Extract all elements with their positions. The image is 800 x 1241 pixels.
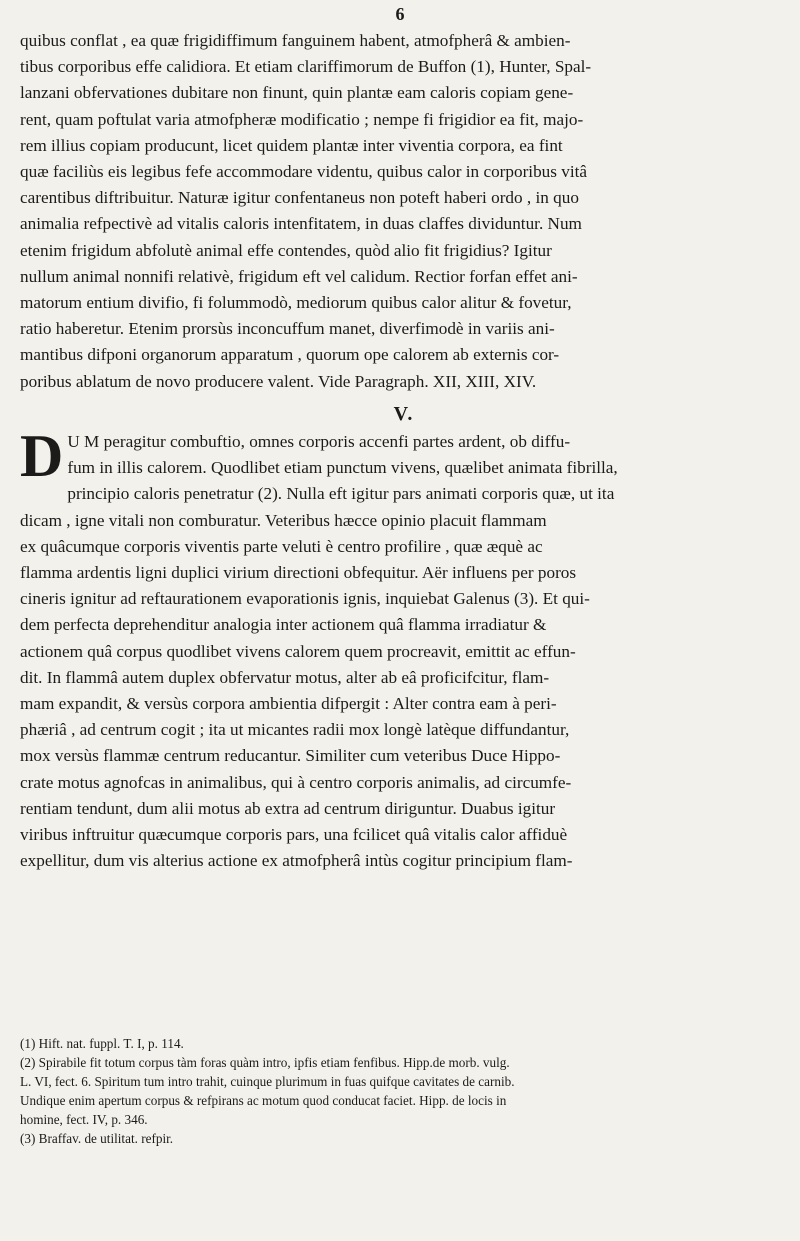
- text-line: rent, quam poftulat varia atmofpheræ modificatio ; nempe fi frigidior ea fit, majo-: [20, 109, 584, 129]
- text-line: poribus ablatum de novo producere valent. Vide Paragraph. XII, XIII, XIV.: [20, 371, 537, 391]
- text-line: rentiam tendunt, dum alii motus ab extra ad centrum diriguntur. Duabus igitur: [20, 798, 556, 818]
- text-line: etenim frigidum abfolutè animal effe contendes, quòd alio fit frigidius? Igitur: [20, 240, 552, 260]
- text-line: ratio haberetur. Etenim prorsùs inconcuffum manet, diverfimodè in variis ani-: [20, 319, 555, 339]
- text-line: fum in illis calorem. Quodlibet etiam punctum vivens, quælibet animata fibrilla,: [67, 458, 618, 478]
- text-line: lanzani obfervationes dubitare non finunt, quin plantæ eam caloris copiam gene-: [20, 83, 574, 103]
- text-line: mox versùs flammæ centrum reducantur. Similiter cum veteribus Duce Hippo-: [20, 746, 561, 766]
- text-line: animalia refpectivè ad vitalis caloris intenfitatem, in duas claffes dividuntur. Num: [20, 214, 582, 234]
- drop-cap: D: [20, 423, 64, 490]
- footnote: (3) Braffav. de utilitat. refpir.: [20, 1131, 174, 1146]
- text-line: quæ faciliùs eis legibus fefe accommodare videntu, quibus calor in corporibus vitâ: [20, 162, 588, 182]
- text-line: matorum entium divifio, fi folummodò, mediorum quibus calor alitur & fovetur,: [20, 293, 572, 313]
- text-line: tibus corporibus effe calidiora. Et etiam clariffimorum de Buffon (1), Hunter, Spal-: [20, 57, 592, 77]
- text-line: mam expandit, & versùs corpora ambientia difpergit : Alter contra eam à peri-: [20, 694, 557, 714]
- page-number: 6: [395, 4, 405, 24]
- text-line: actionem quâ corpus quodlibet vivens calorem quem procreavit, emittit ac effun-: [20, 641, 576, 661]
- footnote: (2) Spirabile fit totum corpus tàm foras quàm intro, ipfis etiam fenfibus. Hipp.de morb. vulg.: [20, 1055, 510, 1070]
- text-line: dem perfecta deprehenditur analogia inter actionem quâ flamma irradiatur &: [20, 615, 547, 635]
- footnote: homine, fect. IV, p. 346.: [20, 1112, 148, 1127]
- text-line: dicam , igne vitali non comburatur. Veteribus hæcce opinio placuit flammam: [20, 510, 547, 530]
- text-line: rem illius copiam producunt, licet quidem plantæ inter viventia corpora, ea fint: [20, 135, 563, 155]
- footnote: L. VI, fect. 6. Spiritum tum intro trahit, cuinque plurimum in fuas quifque cavitates de carnib.: [20, 1074, 515, 1089]
- text-line: phæriâ , ad centrum cogit ; ita ut micantes radii mox longè latèque diffundantur,: [20, 720, 570, 740]
- text-line: viribus inftruitur quæcumque corporis pars, una fcilicet quâ vitalis calor affiduè: [20, 825, 568, 845]
- section-heading: V.: [393, 402, 415, 425]
- footnotes: [20, 1034, 788, 1148]
- text-line: mantibus difponi organorum apparatum , quorum ope calorem ab externis cor-: [20, 345, 560, 365]
- text-line: nullum animal nonnifi relativè, frigidum eft vel calidum. Rectior forfan effet ani-: [20, 266, 578, 286]
- paragraph-1: [20, 28, 788, 395]
- text-line: principio caloris penetratur (2). Nulla eft igitur pars animati corporis quæ, ut ita: [67, 484, 615, 504]
- text-line: flamma ardentis ligni duplici virium directioni obfequitur. Aër influens per poros: [20, 563, 577, 583]
- paragraph-2: [20, 423, 788, 874]
- footnote: (1) Hift. nat. fuppl. T. I, p. 114.: [20, 1036, 184, 1051]
- text-line: cineris ignitur ad reftaurationem evaporationis ignis, inquiebat Galenus (3). Et qui-: [20, 589, 590, 609]
- text-line: quibus conflat , ea quæ frigidiffimum fanguinem habent, atmofpherâ & ambien-: [20, 31, 571, 50]
- text-line: ex quâcumque corporis viventis parte veluti è centro profilire , quæ æquè ac: [20, 536, 543, 556]
- text-line: carentibus diftribuitur. Naturæ igitur confentaneus non poteft haberi ordo , in quo: [20, 188, 579, 208]
- text-line: U M peragitur combuftio, omnes corporis accenfi partes ardent, ob diffu-: [67, 432, 571, 452]
- footnote: Undique enim apertum corpus & refpirans ac motum quod conducat faciet. Hipp. de locis in: [20, 1093, 507, 1108]
- text-line: crate motus agnofcas in animalibus, qui à centro corporis animalis, ad circumfe-: [20, 772, 572, 792]
- text-line: expellitur, dum vis alterius actione ex atmofpherâ intùs cogitur principium flam-: [20, 851, 573, 871]
- main-text: [20, 28, 788, 875]
- text-line: dit. In flammâ autem duplex obfervatur motus, alter ab eâ proficifcitur, flam-: [20, 667, 550, 687]
